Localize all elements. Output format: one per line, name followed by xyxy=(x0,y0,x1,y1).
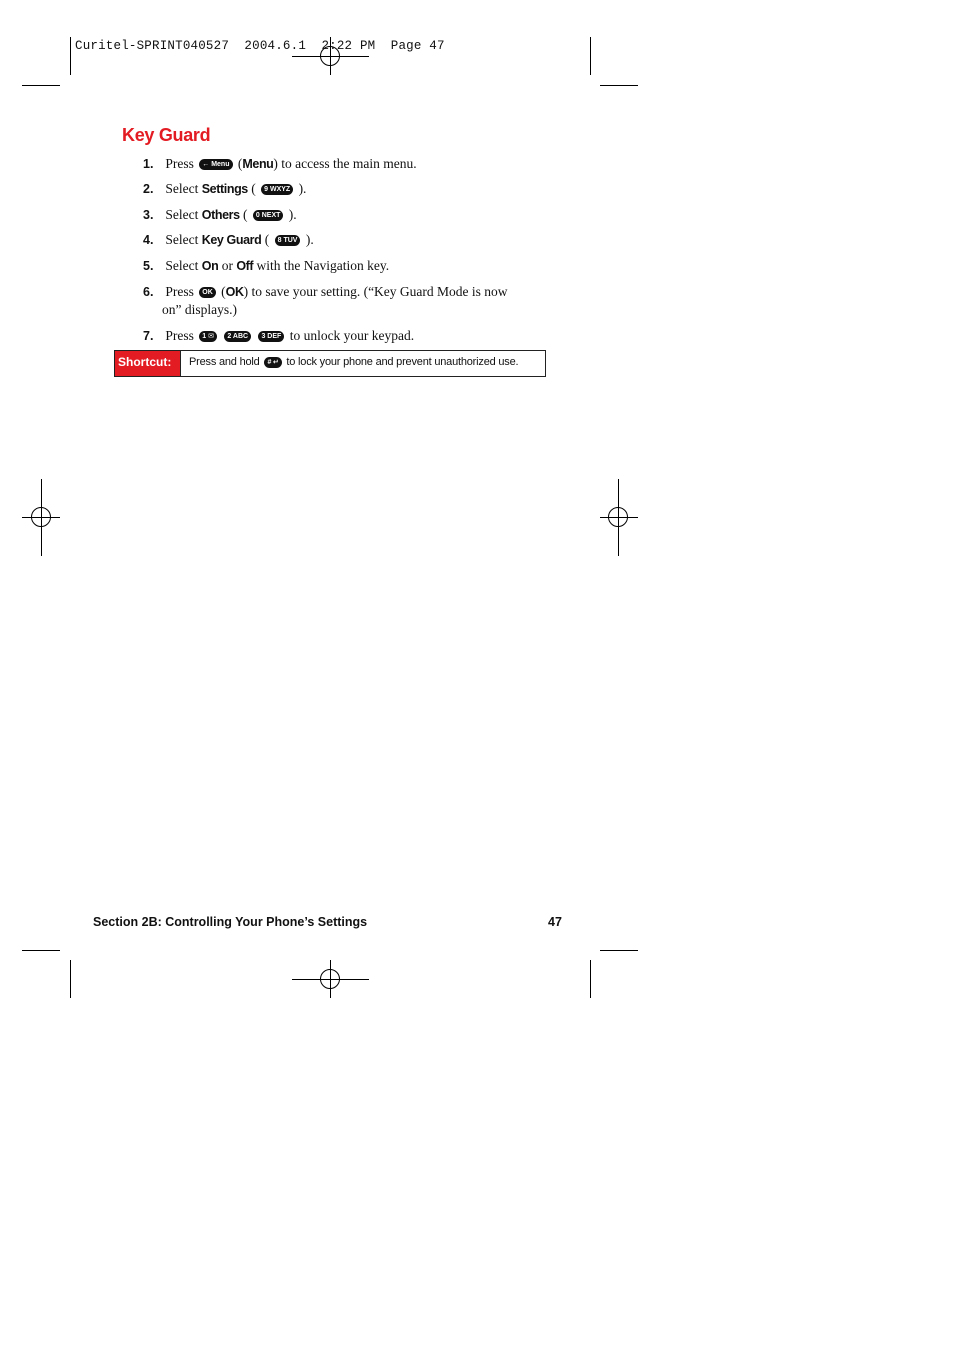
step-4: 4. Select Key Guard ( 8 TUV ). xyxy=(143,232,314,247)
step-3: 3. Select Others ( 0 NEXT ). xyxy=(143,207,297,222)
step-7: 7. Press 1 ✉ 2 ABC 3 DEF to unlock your keypad. xyxy=(143,328,415,343)
shortcut-box xyxy=(114,350,546,377)
footer-page-number: 47 xyxy=(548,915,562,929)
shortcut-label: Shortcut: xyxy=(115,351,181,376)
step-6: 6. Press OK (OK) to save your setting. (“Key Guard Mode is now on” displays.) xyxy=(143,284,508,317)
shortcut-text: Press and hold # ↵ to lock your phone and prevent unauthorized use. xyxy=(189,356,519,368)
pound-key-icon: # ↵ xyxy=(264,357,281,368)
section-title: Key Guard xyxy=(122,125,211,145)
key-0-icon: 0 NEXT xyxy=(253,210,284,221)
step-1: 1. Press ← Menu (Menu) to access the main menu. xyxy=(143,156,417,171)
ok-key-icon: OK xyxy=(199,287,216,298)
footer-section: Section 2B: Controlling Your Phone’s Settings xyxy=(93,915,368,929)
menu-softkey-icon: ← Menu xyxy=(199,159,232,170)
key-2-icon: 2 ABC xyxy=(224,331,251,342)
key-1-icon: 1 ✉ xyxy=(199,331,217,342)
key-3-icon: 3 DEF xyxy=(258,331,284,342)
key-8-icon: 8 TUV xyxy=(275,235,301,246)
step-5: 5. Select On or Off with the Navigation key. xyxy=(143,258,390,273)
key-9-icon: 9 WXYZ xyxy=(261,184,293,195)
step-2: 2. Select Settings ( 9 WXYZ ). xyxy=(143,181,307,196)
print-slug: Curitel-SPRINT040527 2004.6.1 2:22 PM Page 47 xyxy=(75,39,445,53)
